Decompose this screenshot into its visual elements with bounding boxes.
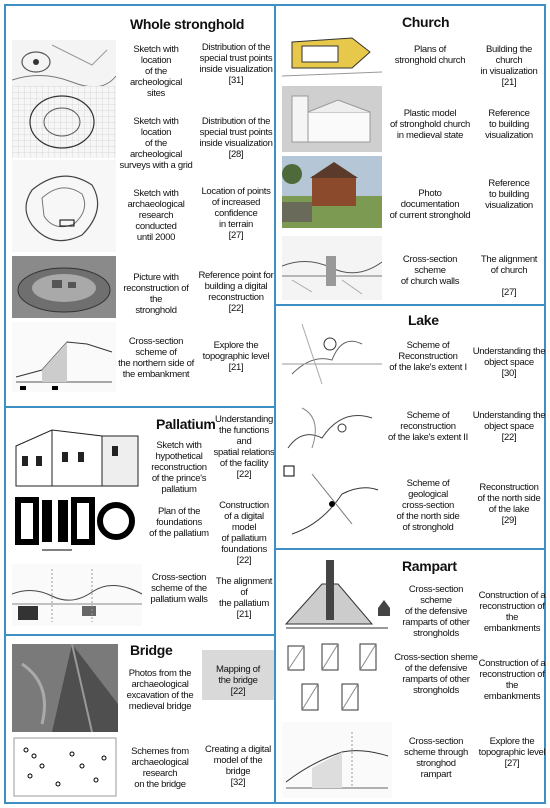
purpose-text: Reference point for building a digital reconstruction [22] — [198, 270, 274, 314]
row-church-walls — [276, 236, 544, 302]
church-model-image — [282, 86, 382, 152]
desc-text: Cross-section sheme of the defensive ramparts of other strongholds — [394, 652, 478, 696]
purpose-text: Reconstruction of the north side of the lake [29] — [477, 482, 541, 526]
purpose-text: Understanding the functions and spatial relations of the facility [22] — [213, 414, 275, 480]
purpose-text: Distribution of the special trust points inside visualization [28] — [199, 116, 273, 160]
panel-bridge — [4, 634, 276, 804]
purpose-text: Building the church in visualization [21] — [480, 44, 538, 88]
desc-text: Cross-section scheme of the defensive ramparts of other strongholds — [402, 584, 470, 639]
desc-text: Scheme of geological cross-section of the north side of stronghold — [396, 478, 460, 533]
purpose-text: The alignment of church [27] — [480, 254, 538, 298]
panel-pallatium — [4, 406, 276, 636]
row-rampart-section-2 — [276, 640, 544, 720]
row-lake-extent-1 — [276, 312, 544, 396]
desc-text: Sketch with hypothetical reconstruction of the prince's pallatium — [151, 440, 207, 495]
purpose-text: Construction of a reconstruction of the embankments — [478, 590, 546, 634]
purpose-text: Creating a digital model of the bridge [32] — [205, 744, 271, 788]
rampart-section-1-image — [282, 554, 392, 634]
embankment-section-image — [12, 322, 116, 392]
survey-grid-image — [12, 86, 116, 158]
purpose-text: Understanding the object space [22] — [472, 410, 546, 443]
row-pallatium-walls — [6, 564, 274, 630]
row-lake-geological-section — [276, 464, 544, 548]
row-church-plastic-model — [276, 86, 544, 154]
panel-title: Whole stronghold — [130, 16, 245, 32]
desc-text: Picture with reconstruction of the stronghold — [123, 272, 189, 316]
panel-title: Church — [402, 14, 450, 30]
purpose-text: The alignment of the pallatium [21] — [215, 576, 273, 620]
pallatium-walls-image — [12, 564, 142, 626]
lake-extent-1-image — [282, 314, 382, 394]
desc-text: Cross-section scheme of the northern side of the embankment — [118, 336, 194, 380]
desc-text: Sketch with location of the archeological surveys with a grid — [119, 116, 193, 171]
purpose-text: Explore the topographic level [21] — [202, 340, 270, 373]
research-sketch-image — [12, 160, 116, 252]
row-pallatium-sketch — [6, 414, 274, 494]
desc-text: Plans of stronghold church — [394, 44, 466, 66]
panel-title: Bridge — [130, 642, 173, 658]
desc-text: Scheme of Reconstruction of the lake's extent I — [389, 340, 467, 373]
row-bridge-schemes — [6, 736, 274, 802]
panel-whole-stronghold — [4, 4, 276, 408]
row-church-photo — [276, 156, 544, 230]
reconstruction-picture-image — [12, 256, 116, 318]
desc-text: Sketch with archaeological research conducted until 2000 — [127, 188, 185, 243]
row-church-plans — [276, 26, 544, 88]
lake-geology-image — [282, 464, 382, 546]
row-pallatium-plan — [6, 494, 274, 566]
purpose-text: Explore the topographic level [27] — [478, 736, 546, 769]
row-research-until-2000 — [6, 160, 274, 252]
desc-text: Photo documentation of current stronghold — [389, 188, 471, 221]
rampart-section-3-image — [282, 722, 392, 798]
church-plan-image — [282, 28, 382, 80]
desc-text: Scheme of reconstruction of the lake's extent II — [388, 410, 468, 443]
desc-text: Plan of the foundations of the pallatium — [149, 506, 209, 539]
purpose-text: Construction of a reconstruction of the embankments — [478, 658, 546, 702]
purpose-text: Distribution of the special trust points inside visualization [31] — [199, 42, 273, 86]
purpose-text: Construction of a digital model of pallatium foundations [22] — [219, 500, 269, 566]
desc-text: Sketch with location of the archeological sites — [129, 44, 183, 99]
row-lake-extent-2 — [276, 398, 544, 460]
desc-text: Photos from the archaeological excavation of the medieval bridge — [126, 668, 194, 712]
purpose-text: Reference to building visualization — [485, 178, 533, 211]
purpose-text: Location of points of increased confidence in terrain [27] — [201, 186, 271, 241]
purpose-text: Reference to building visualization — [485, 108, 533, 141]
purpose-text: Mapping of the bridge [22] — [202, 650, 274, 700]
church-photo-image — [282, 156, 382, 228]
bridge-photo-image — [12, 644, 118, 732]
rampart-section-2-image — [282, 640, 392, 718]
panel-church — [274, 4, 546, 306]
panel-title: Lake — [408, 312, 439, 328]
desc-text: Cross-section scheme of church walls — [400, 254, 460, 287]
row-rampart-section-3 — [276, 722, 544, 802]
pallatium-sketch-image — [12, 416, 142, 494]
panel-lake — [274, 304, 546, 550]
panel-rampart — [274, 548, 546, 804]
row-rampart-section-1 — [276, 554, 546, 639]
pallatium-plan-image — [12, 494, 142, 554]
church-walls-image — [282, 236, 382, 300]
bridge-scheme-image — [12, 736, 118, 798]
row-reconstruction-picture — [6, 256, 274, 318]
purpose-text: Understanding the object space [30] — [472, 346, 546, 379]
panel-title: Rampart — [402, 558, 457, 574]
panel-title: Pallatium — [156, 416, 216, 432]
lake-extent-2-image — [282, 398, 382, 458]
desc-text: Cross-section scheme of the pallatium walls — [150, 572, 208, 605]
desc-text: Cross-section scheme through stronghod rampart — [404, 736, 468, 780]
desc-text: Schemes from archaeological research on the bridge — [131, 746, 189, 790]
row-embankment-cross-section — [6, 322, 274, 402]
row-survey-grid — [6, 86, 274, 171]
row-bridge-photos — [6, 644, 274, 736]
desc-text: Plastic model of stronghold church in medieval state — [389, 108, 471, 141]
